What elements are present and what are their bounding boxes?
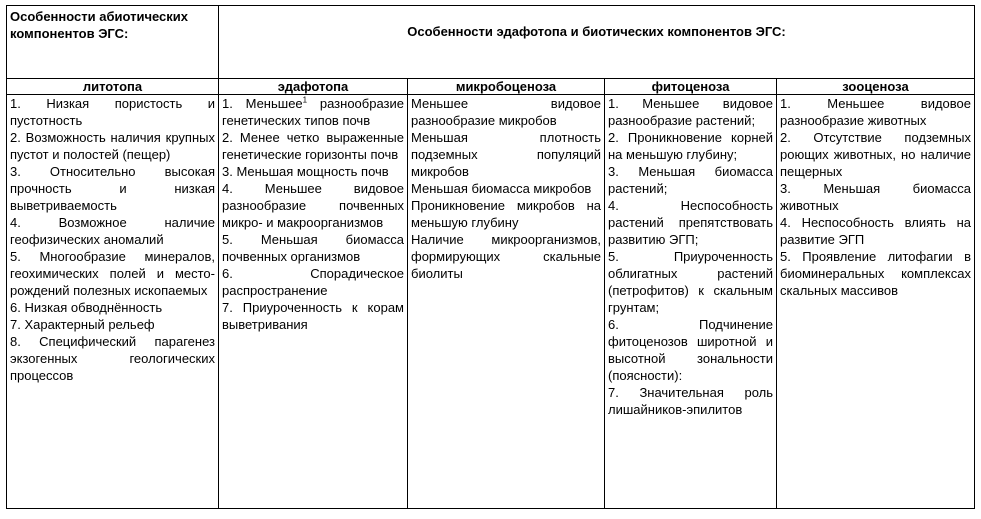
list-item: Наличие микроорганизмов, формирующих скальные биолиты	[411, 232, 601, 281]
list-item: 3. Меньшая мощность почв	[222, 164, 389, 179]
list-item: 7. Характерный рельеф	[10, 317, 155, 332]
list-item: 6. Подчинение фитоценозов широтной и высотной зональности (поясности):	[608, 317, 773, 383]
list-item: 1. Меньшее видовое разнообразие растений;	[608, 96, 773, 128]
list-item: 6. Низкая обводнённость	[10, 300, 163, 315]
col-edaphotope: эдафотопа	[219, 79, 408, 95]
col-zoocenosis: зооценоза	[777, 79, 975, 95]
list-item: Меньшая биомасса микробов	[411, 181, 592, 196]
list-item: 2. Возможность наличия крупных пустот и полостей (пещер)	[10, 130, 215, 162]
lithotope-cell	[7, 95, 219, 509]
list-item: Проникновение микробов на меньшую глубину	[411, 198, 601, 230]
col-phytocenosis: фитоценоза	[605, 79, 777, 95]
list-item: 1. Низкая пористость и пустотность	[10, 96, 215, 128]
list-item: 5. Меньшая биомасса почвенных организмов	[222, 232, 404, 264]
phytocenosis-cell	[605, 95, 777, 509]
list-item: 7. Приуроченность к корам выветривания	[222, 300, 404, 332]
biotic-header: Особенности эдафотопа и биотических компонентов ЭГС:	[219, 6, 975, 79]
zoocenosis-cell	[777, 95, 975, 509]
list-item: 6. Спорадическое распространение	[222, 266, 404, 298]
list-item: 7. Значительная роль лишайников-эпилитов	[608, 385, 773, 417]
microbocenosis-cell	[408, 95, 605, 509]
item-text: разнообразие генетических типов почв	[222, 96, 404, 128]
list-item	[222, 95, 404, 129]
list-item: 4. Неспособность влиять на развитие ЭГП	[780, 215, 971, 247]
list-item: 4. Возможное наличие геофизических аномалий	[10, 215, 215, 247]
col-lithotope: литотопа	[7, 79, 219, 95]
item-text: 1. Меньшее	[222, 96, 303, 111]
list-item: 2. Менее четко выраженные генетические горизонты почв	[222, 130, 404, 162]
list-item: 3. Относительно высокая прочность и низкая выветриваемость	[10, 164, 215, 213]
comparison-table	[6, 5, 975, 509]
list-item: 4. Неспособность растений препятствовать развитию ЭГП;	[608, 198, 773, 247]
list-item: 1. Меньшее видовое разнообразие животных	[780, 96, 971, 128]
list-item: 3. Меньшая биомасса животных	[780, 181, 971, 213]
edaphotope-cell	[219, 95, 408, 509]
list-item: Меньшее видовое разнообразие микробов	[411, 96, 601, 128]
list-item: Меньшая плотность подземных популяций микробов	[411, 130, 601, 179]
list-item: 5. Многообразие минералов, геохимических полей и место-рождений полезных ископаемых	[10, 249, 215, 298]
footnote-mark: 1	[302, 95, 308, 105]
list-item: 4. Меньшее видовое разнообразие почвенных микро- и макроорганизмов	[222, 181, 404, 230]
list-item: 2. Отсутствие подземных роющих животных, но наличие пещерных	[780, 130, 971, 179]
list-item: 5. Проявление литофагии в биоминеральных комплексах скальных массивов	[780, 249, 971, 298]
list-item: 3. Меньшая биомасса растений;	[608, 164, 773, 196]
list-item: 8. Специфический парагенез экзогенных геологических процессов	[10, 334, 215, 383]
col-microbocenosis: микробоценоза	[408, 79, 605, 95]
abiotic-header: Особенности абиотических компонентов ЭГС:	[7, 6, 219, 79]
list-item: 2. Проникновение корней на меньшую глубину;	[608, 130, 773, 162]
list-item: 5. Приуроченность облигатных растений (петрофитов) к скальным грунтам;	[608, 249, 773, 315]
